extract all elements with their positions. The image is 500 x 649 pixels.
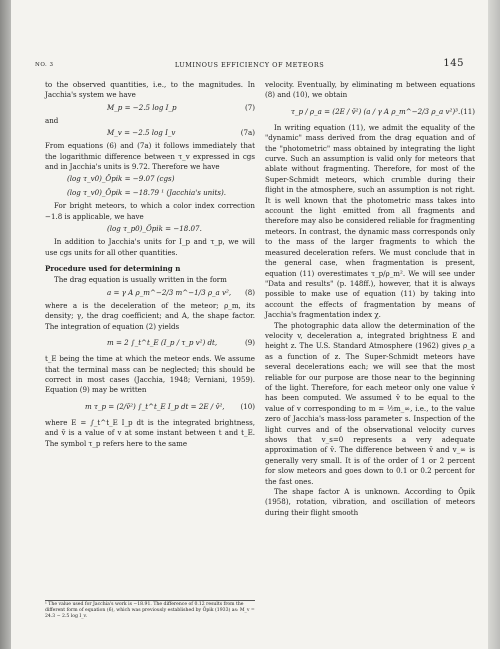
equation-number: (10) — [240, 401, 255, 411]
equation-7a — [45, 127, 255, 140]
running-title: LUMINOUS EFFICIENCY OF METEORS — [174, 61, 325, 69]
equation-number: (9) — [244, 338, 255, 348]
paragraph: where a is the deceleration of the meteor; ρ_m, its density; γ, the drag coefficient; and A, the shape factor. The integration of equation (2) yields — [45, 300, 255, 331]
page-edge — [488, 0, 500, 649]
paragraph: where E = ∫_t^t_E I_p dt is the integrated brightness, and v̄ is a value of v at some instant between t and t_E. The symbol τ_p refers here to the same — [45, 417, 255, 448]
equation-number: (11) — [460, 106, 475, 116]
footnote: ¹ The value used for Jacchia's work is −18.91. The difference of 0.12 results from the different form of equation (6), which was previously established by Öpik (1933) as: M_v = 24.3 − 2.5 log I_v. — [45, 602, 255, 619]
equation-p0 — [45, 223, 255, 236]
equation-text: M_v = −2.5 log I_v — [107, 128, 176, 138]
paragraph: to the observed quantities, i.e., to the magnitudes. In Jacchia's system we have — [45, 80, 255, 100]
equation-text: a = γ A ρ_m^−2/3 m^−1/3 ρ_a v², — [107, 287, 232, 297]
equation-text: (log τ_p0)_Öpik = −18.07. — [107, 224, 202, 234]
left-column — [45, 80, 255, 449]
paragraph: In addition to Jacchia's units for I_p and τ_p, we will use cgs units for all other quantities. — [45, 237, 255, 257]
equation-8 — [45, 287, 255, 300]
journal-page — [11, 0, 488, 649]
paragraph: t_E being the time at which the meteor ends. We assume that the terminal mass can be neglected; this should be correct in most cases (Jacchia, 1948; Verniani, 1959). Equation (9) may be written — [45, 354, 255, 395]
paragraph: From equations (6) and (7a) it follows immediately that the logarithmic difference between τ_v expressed in cgs and in Jacchia's units is 9.72. Therefore we have — [45, 141, 255, 172]
equation-10 — [45, 397, 255, 417]
equation-text: (log τ_v0)_Öpik = −9.07 (cgs) — [67, 174, 175, 184]
equation-number: (7) — [244, 102, 255, 112]
right-column — [265, 80, 475, 518]
equation-jacchia-units — [45, 187, 255, 200]
paragraph: The photographic data allow the determination of the velocity v, deceleration a, integrated brightness E and height z. The U.S. Standard Atmosphere (1962) gives ρ_a as a function of z. The Super-Schmidt meteors have several decelerations each; we will see that the most reliable for our purpose are those near to the beginning of the light. Therefore, for each meteor only one value v̄ has been computed. We assumed v̄ to be equal to the value of v corresponding to m = ½m_∞, i.e., to the value zero of Jacchia's mass-loss parameter s. Inspection of the light curves and of the observational velocity curves shows that v_s=0 represents a very adequate approximation of v̄. The difference between v̄ and v_∞ is generally very small. It is of the order of 1 or 2 percent for slow meteors and goes down to 0.1 or 0.2 percent for the fast ones. — [265, 320, 475, 486]
equation-7 — [45, 102, 255, 115]
equation-number: (7a) — [240, 128, 255, 138]
equation-text: (log τ_v0)_Öpik = −18.79 ¹ (Jacchia's units). — [67, 188, 227, 198]
equation-11 — [265, 102, 475, 122]
equation-text: m = 2 ∫_t^t_E (I_p / τ_p v²) dt, — [107, 338, 218, 348]
equation-text: M_p = −2.5 log I_p — [107, 102, 177, 112]
paragraph: In writing equation (11), we admit the equality of the "dynamic" mass derived from the drag equation and of the "photometric" mass obtained by integrating the light curve. Such an assumption is valid only for meteors that ablate without fragmenting. Therefore, for most of the Super-Schmidt meteors, which crumble during their flight in the atmosphere, such an assumption is not right. It is well known that the photometric mass takes into account the light emitted from all fragments and therefore may also be considered reliable for fragmenting meteors. In contrast, the dynamic mass corresponds only to the mass of the larger fragments to which the measured deceleration refers. We must conclude that in the general case, when fragmentation is present, equation (11) overestimates τ_p/ρ_m². We will see under "Data and results" (p. 148ff.), however, that it is always possible to make use of equation (11) by taking into account the effects of fragmentation by means of Jacchia's fragmentation index χ. — [265, 122, 475, 320]
issue-number: NO. 3 — [35, 62, 54, 68]
section-heading: Procedure used for determining n — [45, 264, 181, 274]
binder-shadow — [0, 0, 11, 649]
paragraph: For bright meteors, to which a color index correction −1.8 is applicable, we have — [45, 201, 255, 221]
paragraph: and — [45, 115, 59, 125]
paragraph: The drag equation is usually written in the form — [54, 275, 227, 285]
running-header — [35, 60, 464, 74]
equation-text: m τ_p = (2/v̄²) ∫_t^t_E I_p dt = 2E / v̄², — [85, 401, 225, 411]
page-number: 145 — [443, 58, 464, 69]
paragraph: velocity. Eventually, by eliminating m between equations (8) and (10), we obtain — [265, 80, 475, 100]
equation-text: τ_p / ρ_a = (2E / v̄²) (a / γ A ρ_m^−2/3 ρ_a v²)³. — [291, 106, 461, 116]
equation-number: (8) — [244, 287, 255, 297]
equation-cgs — [45, 173, 255, 186]
paragraph: The shape factor A is unknown. According to Öpik (1958), rotation, vibration, and oscillation of meteors during their flight smooth — [265, 487, 475, 517]
equation-9 — [45, 333, 255, 353]
